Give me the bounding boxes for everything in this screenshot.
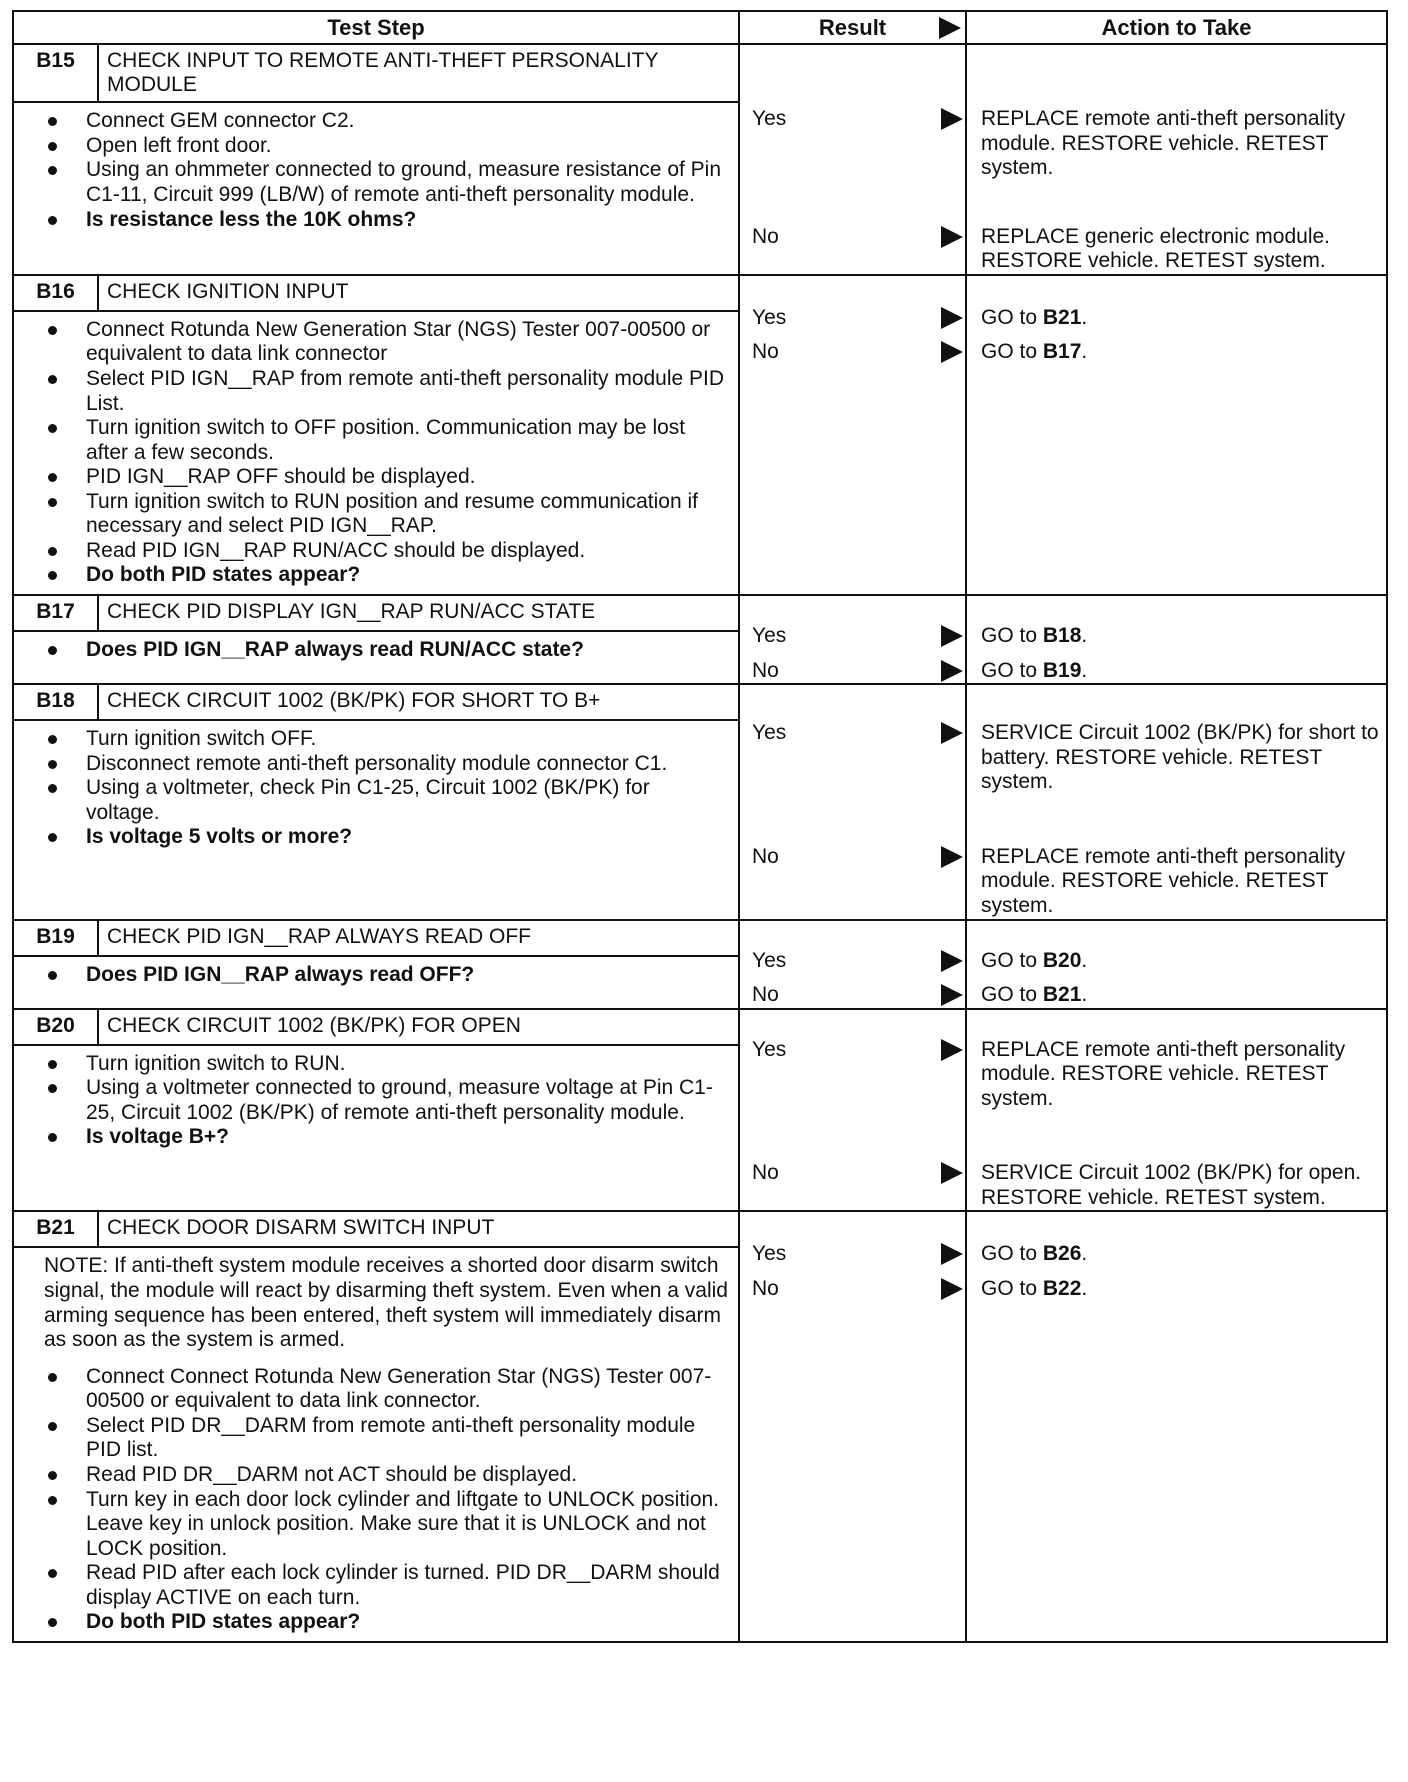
arrow-right-icon: [941, 1278, 963, 1300]
result-entry: [740, 340, 965, 365]
action-text: SERVICE Circuit 1002 (BK/PK) for open. RESTORE vehicle. RETEST system.: [981, 1161, 1362, 1209]
step-id: B19: [13, 920, 98, 956]
result-entry: [740, 624, 965, 649]
arrow-right-icon: [941, 984, 963, 1006]
action-goto-end: .: [1081, 658, 1088, 682]
step-instruction: Select PID DR__DARM from remote anti-theft personality module PID list.: [44, 1414, 728, 1463]
step-results: [739, 44, 966, 275]
step-id: B18: [13, 684, 98, 720]
action-goto-end: .: [1081, 340, 1088, 364]
step-instruction: Using a voltmeter connected to ground, measure voltage at Pin C1-25, Circuit 1002 (BK/PK) of remote anti-theft personality module.: [44, 1076, 728, 1125]
step-instruction: Select PID IGN__RAP from remote anti-theft personality module PID List.: [44, 367, 728, 416]
arrow-right-icon: [941, 341, 963, 363]
step-results: [739, 1211, 966, 1641]
result-label: No: [752, 340, 779, 364]
action-goto-text: GO to: [981, 658, 1043, 682]
action-goto-end: .: [1081, 1277, 1088, 1300]
step-id: B17: [13, 595, 98, 631]
step-question: Does PID IGN__RAP always read RUN/ACC state?: [44, 638, 728, 663]
result-label: Yes: [752, 1242, 787, 1266]
step-instruction: Turn ignition switch OFF.: [44, 727, 728, 752]
step-instruction: Using a voltmeter, check Pin C1-25, Circuit 1002 (BK/PK) for voltage.: [44, 776, 728, 825]
action-goto-ref: B17: [1042, 340, 1082, 364]
step-instruction: PID IGN__RAP OFF should be displayed.: [44, 465, 728, 490]
result-entry: [740, 949, 965, 974]
step-title: CHECK CIRCUIT 1002 (BK/PK) FOR OPEN: [98, 1009, 739, 1045]
action-goto-text: GO to: [981, 305, 1043, 329]
step-results: [739, 920, 966, 1009]
action-goto-end: .: [1081, 948, 1088, 972]
arrow-right-icon: [941, 1243, 963, 1265]
action-goto-ref: B26: [1042, 1242, 1082, 1266]
step-title-row: [13, 44, 1387, 102]
action-goto-text: GO to: [981, 948, 1043, 972]
step-title-row: [13, 684, 1387, 720]
result-header-label: Result: [818, 14, 887, 40]
step-instructions: [13, 1247, 739, 1641]
action-goto-ref: B18: [1042, 624, 1082, 647]
action-goto-text: GO to: [981, 624, 1043, 647]
arrow-right-icon: [941, 722, 963, 744]
step-results: [739, 684, 966, 919]
action-text: REPLACE remote anti-theft personality module. RESTORE vehicle. RETEST system.: [981, 107, 1346, 180]
arrow-right-icon: [941, 226, 963, 248]
result-label: Yes: [752, 1037, 787, 1061]
result-entry: [740, 225, 965, 250]
result-entry: [740, 306, 965, 331]
step-question: Do both PID states appear?: [44, 563, 728, 588]
step-title-row: [13, 595, 1387, 631]
step-title-row: [13, 1009, 1387, 1045]
step-actions: [966, 275, 1387, 595]
result-label: No: [752, 1161, 779, 1185]
step-instruction: Connect GEM connector C2.: [44, 109, 728, 134]
action-text: [967, 340, 1386, 365]
step-bullet-list: [44, 109, 728, 232]
result-entry: [740, 1038, 965, 1063]
step-bullet-list: [44, 1052, 728, 1150]
action-text: [967, 983, 1386, 1008]
step-id: B15: [13, 44, 98, 102]
action-text: REPLACE remote anti-theft personality module. RESTORE vehicle. RETEST system.: [981, 844, 1346, 917]
step-instructions: [13, 631, 739, 684]
action-text: [967, 1242, 1386, 1267]
action-header: Action to Take: [966, 11, 1387, 44]
action-text: [967, 1277, 1386, 1302]
step-instruction: Turn ignition switch to OFF position. Communication may be lost after a few seconds.: [44, 416, 728, 465]
result-label: No: [752, 1277, 779, 1300]
result-label: Yes: [752, 107, 787, 130]
result-entry: [740, 1277, 965, 1302]
step-actions: [966, 44, 1387, 275]
action-goto-text: GO to: [981, 983, 1043, 1007]
step-title: CHECK INPUT TO REMOTE ANTI-THEFT PERSONALITY MODULE: [98, 44, 739, 102]
step-instruction: Connect Rotunda New Generation Star (NGS) Tester 007-00500 or equivalent to data link connector: [44, 318, 728, 367]
action-goto-end: .: [1081, 624, 1088, 647]
result-entry: [740, 107, 965, 132]
arrow-right-icon: [941, 846, 963, 868]
step-id: B21: [13, 1211, 98, 1247]
step-instruction: Turn ignition switch to RUN.: [44, 1052, 728, 1077]
action-text: SERVICE Circuit 1002 (BK/PK) for short to battery. RESTORE vehicle. RETEST system.: [981, 721, 1379, 794]
result-label: Yes: [752, 624, 787, 647]
action-goto-end: .: [1081, 983, 1088, 1007]
step-instruction: Read PID IGN__RAP RUN/ACC should be displayed.: [44, 539, 728, 564]
step-question: Is voltage B+?: [44, 1125, 728, 1150]
step-results: [739, 1009, 966, 1212]
step-results: [739, 275, 966, 595]
step-instruction: Turn ignition switch to RUN position and resume communication if necessary and select PID IGN__RAP.: [44, 490, 728, 539]
arrow-right-icon: [941, 660, 963, 682]
step-actions: [966, 1211, 1387, 1641]
arrow-right-icon: [941, 307, 963, 329]
action-goto-text: GO to: [981, 1277, 1043, 1300]
action-goto-end: .: [1081, 1242, 1088, 1266]
arrow-right-icon: [941, 625, 963, 647]
action-goto-ref: B19: [1042, 658, 1082, 682]
step-title-row: [13, 275, 1387, 311]
arrow-right-icon: [941, 950, 963, 972]
arrow-right-icon: [941, 108, 963, 130]
result-entry: [740, 1242, 965, 1267]
action-goto-text: GO to: [981, 340, 1043, 364]
step-instruction: Turn key in each door lock cylinder and liftgate to UNLOCK position. Leave key in unlock position. Make sure that it is UNLOCK and not LOCK position.: [44, 1488, 728, 1562]
result-entry: [740, 1161, 965, 1186]
action-goto-ref: B20: [1042, 948, 1082, 972]
step-question: Do both PID states appear?: [44, 1610, 728, 1635]
step-bullet-list: [44, 963, 728, 988]
action-text: REPLACE generic electronic module. RESTORE vehicle. RETEST system.: [981, 224, 1331, 273]
step-instructions: [13, 720, 739, 919]
action-text: [967, 624, 1386, 649]
step-actions: [966, 920, 1387, 1009]
step-instructions: [13, 956, 739, 1009]
action-text: [967, 306, 1386, 331]
result-label: Yes: [752, 721, 787, 745]
arrow-right-icon: [939, 17, 961, 39]
action-goto-ref: B21: [1042, 983, 1082, 1007]
action-goto-text: GO to: [981, 1242, 1043, 1266]
step-actions: [966, 595, 1387, 684]
step-title: CHECK DOOR DISARM SWITCH INPUT: [98, 1211, 739, 1247]
result-label: Yes: [752, 305, 787, 329]
step-instructions: [13, 1045, 739, 1212]
test-step-header: Test Step: [13, 11, 739, 44]
step-instructions: [13, 102, 739, 275]
step-id: B16: [13, 275, 98, 311]
step-title: CHECK CIRCUIT 1002 (BK/PK) FOR SHORT TO B+: [98, 684, 739, 720]
table-body: [13, 44, 1387, 1642]
step-question: Is voltage 5 volts or more?: [44, 825, 728, 850]
arrow-right-icon: [941, 1162, 963, 1184]
step-bullet-list: [44, 318, 728, 588]
step-title: CHECK IGNITION INPUT: [98, 275, 739, 311]
result-label: Yes: [752, 948, 787, 972]
step-instruction: Connect Connect Rotunda New Generation Star (NGS) Tester 007-00500 or equivalent to data link connector.: [44, 1365, 728, 1414]
action-goto-end: .: [1081, 305, 1088, 329]
action-text: REPLACE remote anti-theft personality module. RESTORE vehicle. RETEST system.: [981, 1037, 1346, 1110]
test-step-table: [12, 10, 1388, 1643]
result-label: No: [752, 983, 779, 1007]
table-header-row: [13, 11, 1387, 44]
action-goto-ref: B22: [1042, 1277, 1082, 1300]
action-goto-ref: B21: [1042, 305, 1082, 329]
result-label: No: [752, 224, 779, 248]
action-text: [967, 659, 1386, 684]
result-entry: [740, 845, 965, 870]
result-label: No: [752, 658, 779, 682]
step-id: B20: [13, 1009, 98, 1045]
step-instruction: Using an ohmmeter connected to ground, measure resistance of Pin C1-11, Circuit 999 (LB/W) of remote anti-theft personality module.: [44, 158, 728, 207]
result-entry: [740, 721, 965, 746]
step-actions: [966, 1009, 1387, 1212]
step-instruction: Read PID after each lock cylinder is turned. PID DR__DARM should display ACTIVE on each turn.: [44, 1561, 728, 1610]
diagnostic-test-table-page: [12, 10, 1386, 1643]
step-bullet-list: [44, 727, 728, 850]
step-instruction: Open left front door.: [44, 134, 728, 159]
step-instruction: Read PID DR__DARM not ACT should be displayed.: [44, 1463, 728, 1488]
step-instructions: [13, 311, 739, 595]
step-results: [739, 595, 966, 684]
action-text: [967, 949, 1386, 974]
step-title-row: [13, 920, 1387, 956]
step-note: NOTE: If anti-theft system module receives a shorted door disarm switch signal, the module will react by disarming theft system. Even when a valid arming sequence has been entered, theft system will immediately disarm as soon as the system is armed.: [44, 1254, 728, 1352]
result-header: [739, 11, 966, 44]
step-question: Does PID IGN__RAP always read OFF?: [44, 963, 728, 988]
step-title: CHECK PID IGN__RAP ALWAYS READ OFF: [98, 920, 739, 956]
arrow-right-icon: [941, 1039, 963, 1061]
result-label: No: [752, 844, 779, 868]
result-entry: [740, 659, 965, 684]
step-title-row: [13, 1211, 1387, 1247]
result-entry: [740, 983, 965, 1008]
step-title: CHECK PID DISPLAY IGN__RAP RUN/ACC STATE: [98, 595, 739, 631]
step-bullet-list: [44, 638, 728, 663]
step-bullet-list: [44, 1365, 728, 1635]
step-actions: [966, 684, 1387, 919]
step-instruction: Disconnect remote anti-theft personality module connector C1.: [44, 752, 728, 777]
step-question: Is resistance less the 10K ohms?: [44, 208, 728, 233]
